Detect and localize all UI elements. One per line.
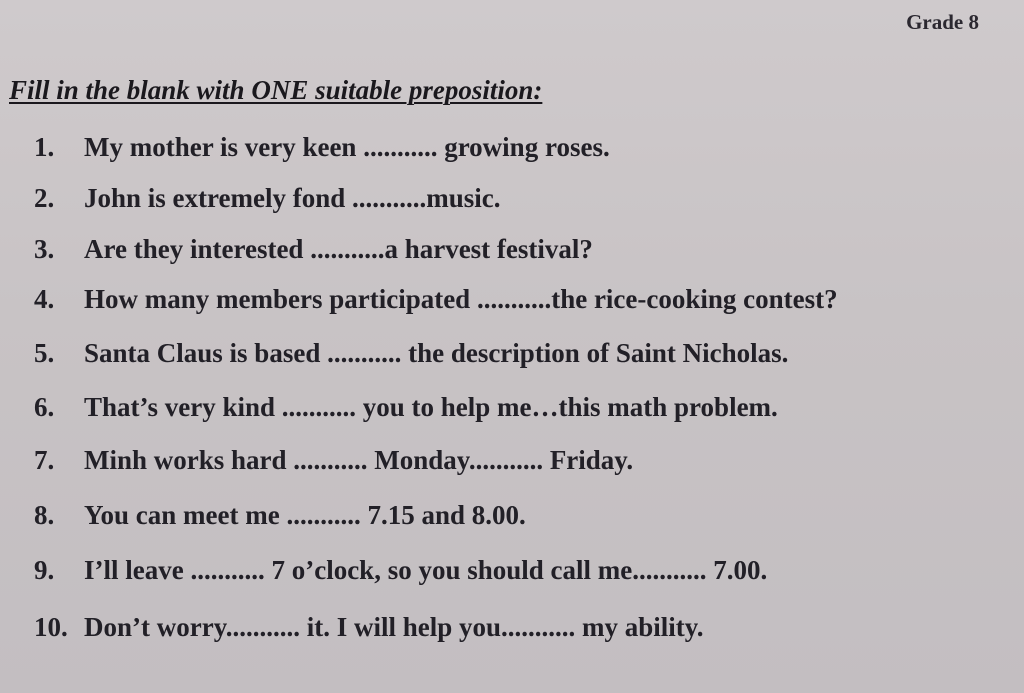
question-item [34,284,838,315]
question-item [34,612,704,643]
question-number: 3. [34,234,55,264]
question-text: Minh works hard ........... Monday........... Friday. [84,445,634,475]
question-text: Don’t worry........... it. I will help you........... my ability. [84,612,704,642]
question-item [34,234,593,265]
question-text: How many members participated ...........the rice-cooking contest? [84,284,838,314]
question-text: That’s very kind ........... you to help me…this math problem. [84,392,778,422]
question-text: I’ll leave ........... 7 o’clock, so you should call me........... 7.00. [84,555,768,585]
question-text: You can meet me ........... 7.15 and 8.00. [84,500,526,530]
question-item [34,500,526,531]
question-item [34,338,788,369]
question-item [34,132,610,163]
question-number: 5. [34,338,55,368]
question-number: 9. [34,555,55,585]
question-number: 1. [34,132,55,162]
question-number: 6. [34,392,55,422]
question-text: John is extremely fond ...........music. [84,183,501,213]
question-item [34,555,767,586]
question-number: 10. [34,612,68,642]
question-item [34,392,778,423]
question-text: Are they interested ...........a harvest festival? [84,234,593,264]
question-number: 7. [34,445,55,475]
question-number: 2. [34,183,55,213]
question-item [34,445,633,476]
question-number: 4. [34,284,55,314]
question-text: My mother is very keen ........... growing roses. [84,132,610,162]
question-text: Santa Claus is based ........... the description of Saint Nicholas. [84,338,789,368]
question-number: 8. [34,500,55,530]
question-item [34,183,501,214]
instruction-heading: Fill in the blank with ONE suitable preposition: [9,75,543,105]
grade-label: Grade 8 [906,10,979,34]
